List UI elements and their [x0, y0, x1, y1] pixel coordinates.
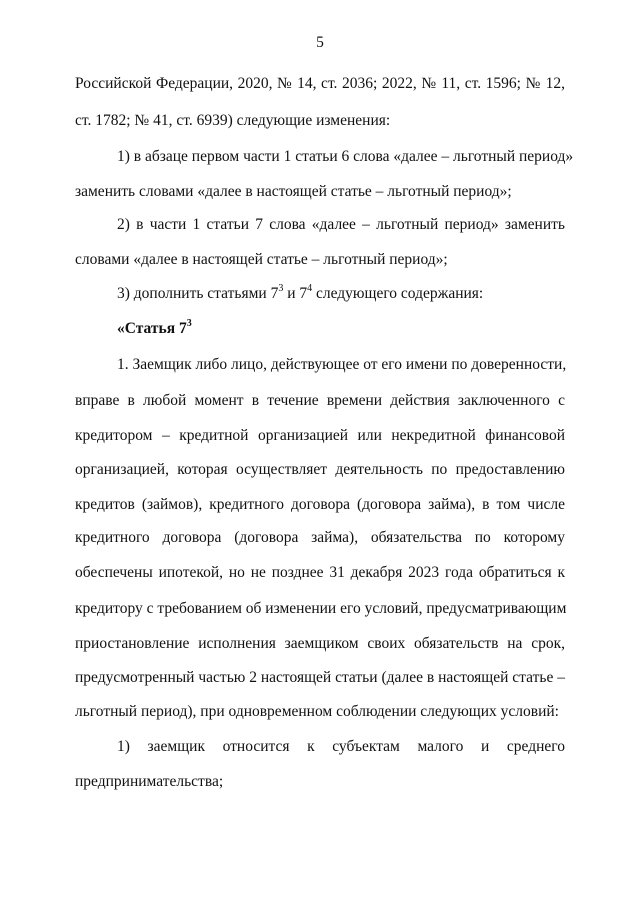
item-3-text: и 7	[283, 285, 308, 302]
text-line: ст. 1782; № 41, ст. 6939) следующие изменения:	[75, 112, 391, 129]
text-line: кредитором – кредитной организацией или некредитной финансовой	[75, 427, 565, 444]
text-line: 1) заемщик относится к субъектам малого и среднего	[117, 738, 565, 755]
article-heading-text: «Статья 7	[117, 320, 187, 337]
text-line: 1. Заемщик либо лицо, действующее от его имени по доверенности,	[117, 356, 567, 373]
text-line: кредитного договора (договора займа), обязательства по которому	[75, 529, 565, 546]
item-3-text: следующего содержания:	[312, 285, 484, 302]
text-line: предпринимательства;	[75, 773, 224, 790]
superscript: 4	[307, 282, 313, 294]
text-line: обеспечены ипотекой, но не позднее 31 декабря 2023 года обратиться к	[75, 564, 565, 581]
text-line: предусмотренный частью 2 настоящей статьи (далее в настоящей статье –	[75, 669, 565, 686]
superscript: 3	[186, 317, 192, 329]
text-line: приостановление исполнения заемщиком своих обязательств на срок,	[75, 635, 565, 652]
text-line: заменить словами «далее в настоящей статье – льготный период»;	[75, 183, 512, 200]
article-heading	[117, 317, 565, 337]
text-line: кредитору с требованием об изменении его условий, предусматривающим	[75, 600, 567, 617]
superscript: 3	[278, 282, 284, 294]
page-number: 5	[316, 34, 324, 51]
text-line: льготный период), при одновременном соблюдении следующих условий:	[75, 703, 559, 720]
text-line: Российской Федерации, 2020, № 14, ст. 2036; 2022, № 11, ст. 1596; № 12,	[75, 75, 565, 92]
text-line: кредитов (займов), кредитного договора (договора займа), в том числе	[75, 496, 565, 513]
text-line: 2) в части 1 статьи 7 слова «далее – льготный период» заменить	[117, 216, 565, 233]
text-line: словами «далее в настоящей статье – льготный период»;	[75, 251, 448, 268]
text-line: вправе в любой момент в течение времени действия заключенного с	[75, 392, 565, 409]
item-3-text: 3) дополнить статьями 7	[117, 285, 279, 302]
text-line: организацией, которая осуществляет деятельность по предоставлению	[75, 461, 565, 478]
item-3-line	[117, 282, 565, 302]
text-line: 1) в абзаце первом части 1 статьи 6 слова «далее – льготный период»	[117, 148, 574, 165]
